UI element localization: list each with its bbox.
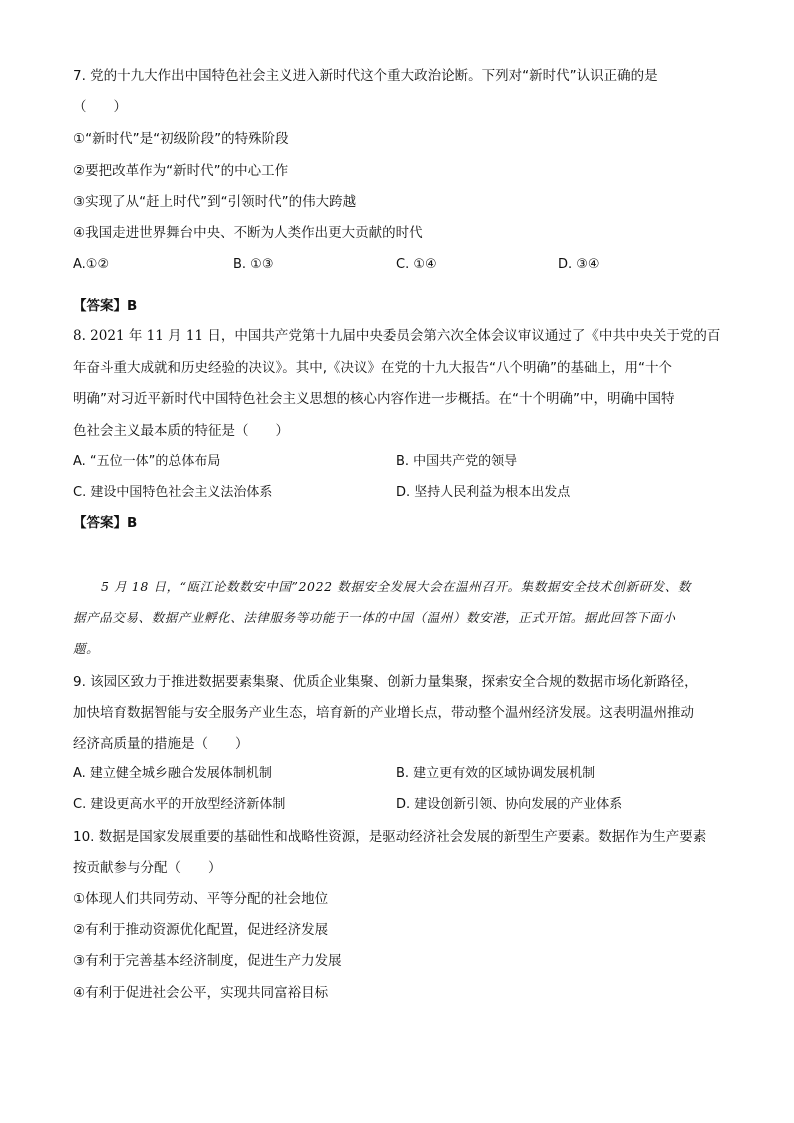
passage-line-1: 5 月 18 日，“瓯江论数数安中国”2022 数据安全发展大会在温州召开。集数据安全技术创新研发、数 bbox=[101, 579, 691, 594]
q9-option-d: D. 建设创新引领、协向发展的产业体系 bbox=[396, 797, 623, 812]
q8-answer: 【答案】B bbox=[73, 515, 138, 531]
q10-stem-line-2: 按贡献参与分配（ ） bbox=[73, 860, 222, 876]
q8-stem-line-4: 色社会主义最本质的特征是（ ） bbox=[73, 423, 289, 439]
q7-statement-2: ②要把改革作为“新时代”的中心工作 bbox=[73, 163, 289, 179]
q7-option-a: A.①② bbox=[73, 257, 110, 272]
q9-stem-line-1: 9. 该园区致力于推进数据要素集聚、优质企业集聚、创新力量集聚，探索安全合规的数据市场化新路径， bbox=[73, 674, 698, 690]
q8-stem-line-1: 8. 2021 年 11 月 11 日，中国共产党第十九届中央委员会第六次全体会议审议通过了《中共中央关于党的百 bbox=[73, 328, 721, 344]
q10-statement-4: ④有利于促进社会公平，实现共同富裕目标 bbox=[73, 985, 329, 1001]
q9-stem-line-2: 加快培育数据智能与安全服务产业生态，培育新的产业增长点，带动整个温州经济发展。这表明温州推动 bbox=[73, 705, 694, 721]
q9-option-c: C. 建设更高水平的开放型经济新体制 bbox=[73, 797, 286, 812]
q8-stem-line-2: 年奋斗重大成就和历史经验的决议》。其中,《决议》在党的十九大报告“八个明确”的基础上，用“十个 bbox=[73, 360, 673, 376]
passage-line-3: 题。 bbox=[73, 641, 100, 656]
q7-option-b: B. ①③ bbox=[233, 257, 274, 272]
q8-stem-line-3: 明确”对习近平新时代中国特色社会主义思想的核心内容作进一步概括。在“十个明确”中，明确中国特 bbox=[73, 391, 675, 407]
q7-statement-4: ④我国走进世界舞台中央、不断为人类作出更大贡献的时代 bbox=[73, 225, 423, 241]
q8-option-a: A. “五位一体”的总体布局 bbox=[73, 454, 221, 469]
passage-line-2: 据产品交易、数据产业孵化、法律服务等功能于一体的中国（温州）数安港，正式开馆。据此回答下面小 bbox=[73, 610, 676, 625]
q7-option-d: D. ③④ bbox=[558, 257, 600, 272]
q8-option-d: D. 坚持人民利益为根本出发点 bbox=[396, 485, 571, 500]
q10-statement-1: ①体现人们共同劳动、平等分配的社会地位 bbox=[73, 891, 329, 907]
q10-stem-line-1: 10. 数据是国家发展重要的基础性和战略性资源，是驱动经济社会发展的新型生产要素。数据作为生产要素 bbox=[73, 829, 707, 845]
q10-statement-3: ③有利于完善基本经济制度，促进生产力发展 bbox=[73, 953, 342, 969]
q9-option-a: A. 建立健全城乡融合发展体制机制 bbox=[73, 766, 272, 781]
q10-statement-2: ②有利于推动资源优化配置，促进经济发展 bbox=[73, 922, 329, 938]
q9-option-b: B. 建立更有效的区域协调发展机制 bbox=[396, 766, 596, 781]
q8-option-b: B. 中国共产党的领导 bbox=[396, 454, 518, 469]
q7-statement-1: ①“新时代”是“初级阶段”的特殊阶段 bbox=[73, 131, 289, 147]
q7-stem-line-2: （ ） bbox=[73, 99, 127, 115]
q7-statement-3: ③实现了从“赶上时代”到“引领时代”的伟大跨越 bbox=[73, 194, 357, 210]
q7-stem-line-1: 7. 党的十九大作出中国特色社会主义进入新时代这个重大政治论断。下列对“新时代”认识正确的是 bbox=[73, 68, 658, 84]
q8-option-c: C. 建设中国特色社会主义法治体系 bbox=[73, 485, 273, 500]
q7-answer: 【答案】B bbox=[73, 298, 138, 314]
q9-stem-line-3: 经济高质量的措施是（ ） bbox=[73, 736, 249, 752]
q7-option-c: C. ①④ bbox=[396, 257, 437, 272]
